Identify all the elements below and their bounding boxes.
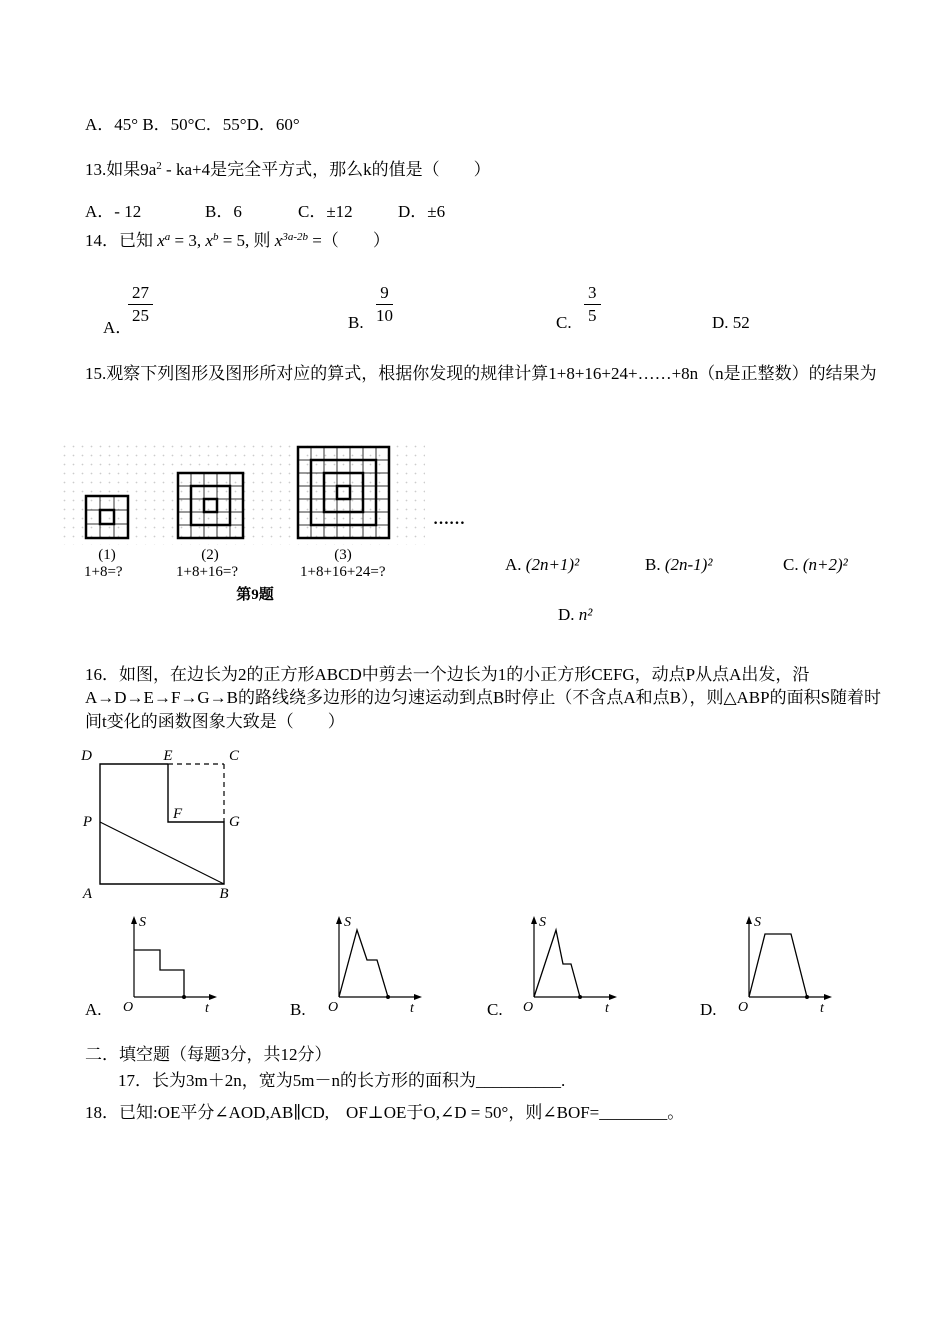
t-axis-label: t (605, 1001, 609, 1016)
figure-caption: 第9题 (236, 587, 274, 603)
q13-option-d: D．±6 (398, 202, 446, 221)
s-axis-arrow (531, 916, 537, 924)
q14-eq1: = 3, (170, 231, 206, 250)
s-axis-arrow (336, 916, 342, 924)
q14-stem (85, 229, 390, 254)
t-axis-label: t (820, 1001, 824, 1016)
s-axis-label: S (754, 915, 761, 930)
q14-exp-3a2b: 3a-2b (282, 231, 308, 243)
endpoint-dot (182, 995, 186, 999)
vertex-label-D: D (81, 748, 92, 764)
t-axis-label: t (205, 1001, 209, 1016)
q16-option-b-label: B. (290, 1000, 306, 1019)
graph-c-curve (534, 930, 580, 997)
polygon-solid-edges (100, 764, 224, 884)
fraction-numerator: 27 (128, 283, 153, 305)
s-axis-arrow (131, 916, 137, 924)
q15-option-a-formula: (2n+1)² (525, 555, 580, 574)
q16-graph-a (120, 912, 220, 1016)
graph-b-curve (339, 930, 388, 997)
q15-option-b-label: B. (645, 555, 661, 574)
endpoint-dot (805, 995, 809, 999)
q14-mid: 则 (253, 231, 275, 250)
q15-option-a-label: A. (505, 555, 522, 574)
q14-exp-a: a (164, 231, 171, 243)
t-axis-arrow (209, 994, 217, 1000)
q16-graph-d (735, 912, 835, 1016)
fraction-numerator: 9 (376, 283, 393, 305)
q12-options-line: A．45° B．50°C．55°D．60° (85, 115, 300, 134)
figure-label-1: (1) (98, 547, 116, 563)
q13-exponent: 2 (156, 160, 162, 172)
vertex-label-A: A (82, 886, 92, 902)
endpoint-dot (386, 995, 390, 999)
vertex-label-B: B (219, 886, 229, 902)
t-axis-arrow (414, 994, 422, 1000)
q14-option-d: D. 52 (712, 313, 750, 332)
q15-option-c-formula: (n+2)² (802, 555, 848, 574)
figure-label-2: (2) (201, 547, 219, 563)
t-axis-arrow (824, 994, 832, 1000)
q15-option-c (783, 555, 848, 575)
q16-stem: 16．如图，在边长为2的正方形ABCD中剪去一个边长为1的小正方形CEFG，动点P从点A出发，沿A→D→E→F→G→B的路线绕多边形的边匀速运动到点B时停止（不含点A和点B），则△ABP的面积S随着时间t变化的函数图象大致是（ ） (85, 665, 882, 731)
q14-option-b-fraction (376, 283, 393, 325)
q16-option-d-label: D. (700, 1000, 717, 1019)
q14-var-x2: x (205, 231, 213, 250)
q14-prefix: 14．已知 (85, 231, 158, 250)
q14-option-c-label: C. (556, 313, 572, 332)
q14-var-x1: x (157, 231, 165, 250)
figure-sum-1: 1+8=? (84, 564, 123, 580)
origin-label: O (123, 1000, 134, 1015)
q15-option-d-formula: n² (578, 605, 593, 624)
vertex-label-E: E (163, 748, 173, 764)
q13-option-b: B．6 (205, 202, 242, 221)
fraction-numerator: 3 (584, 283, 601, 305)
q14-option-a-label: A． (103, 318, 133, 337)
q15-option-d-label: D. (558, 605, 575, 624)
q15-stem: 15.观察下列图形及图形所对应的算式，根据你发现的规律计算1+8+16+24+……+8n（n是正整数）的结果为 (85, 364, 877, 383)
ellipsis-dots: …… (433, 511, 465, 528)
endpoint-dot (578, 995, 582, 999)
q16-square-figure (78, 746, 263, 904)
graph-a-curve (134, 950, 184, 997)
q15-option-b-formula: (2n-1)² (664, 555, 713, 574)
graph-d-curve (749, 934, 807, 997)
q17-stem: 17．长为3m＋2n，宽为5m－n的长方形的面积为__________. (118, 1071, 566, 1090)
q14-option-c-fraction (584, 283, 601, 325)
q13-option-a: A．- 12 (85, 202, 142, 221)
vertex-label-C: C (229, 748, 240, 764)
q16-option-c-label: C. (487, 1000, 503, 1019)
t-axis-arrow (609, 994, 617, 1000)
q16-graph-c (520, 912, 620, 1016)
s-axis-label: S (539, 915, 546, 930)
q13-stem (85, 158, 491, 183)
axes (134, 920, 214, 997)
q16-graph-b (325, 912, 425, 1016)
q15-option-b (645, 555, 712, 575)
vertex-label-F: F (173, 806, 183, 822)
origin-label: O (738, 1000, 749, 1015)
q15-option-d (558, 605, 592, 625)
fraction-denominator: 5 (588, 305, 597, 325)
s-axis-arrow (746, 916, 752, 924)
section2-heading: 二．填空题（每题3分，共12分） (85, 1045, 332, 1064)
figure-sum-2: 1+8+16=? (176, 564, 239, 580)
origin-label: O (328, 1000, 339, 1015)
q16-option-a-label: A. (85, 1000, 102, 1019)
q15-option-c-label: C. (783, 555, 799, 574)
vertex-label-P: P (82, 814, 92, 830)
q14-option-b-label: B. (348, 313, 364, 332)
segment-PB (100, 822, 224, 884)
fraction-denominator: 25 (132, 305, 149, 325)
figure-label-3: (3) (334, 547, 352, 563)
q14-var-x3: x (274, 231, 283, 250)
q13-stem-part2: - ka+4是完全平方式，那么k的值是（ ） (161, 160, 491, 179)
q13-stem-part1: 13.如果9a (85, 160, 157, 179)
vertex-label-G: G (229, 814, 240, 830)
axes (339, 920, 419, 997)
s-axis-label: S (344, 915, 351, 930)
q15-option-a (505, 555, 579, 575)
q14-exp-b: b (212, 231, 219, 243)
q13-option-c: C．±12 (298, 202, 353, 221)
axes (749, 920, 829, 997)
fraction-denominator: 10 (376, 305, 393, 325)
figure-sum-3: 1+8+16+24=? (300, 564, 386, 580)
q15-nested-squares-figure (63, 445, 493, 605)
s-axis-label: S (139, 915, 146, 930)
q14-tail: =（ ） (308, 231, 390, 250)
q14-option-a-fraction (128, 283, 153, 325)
origin-label: O (523, 1000, 534, 1015)
t-axis-label: t (410, 1001, 414, 1016)
q18-stem: 18．已知:OE平分∠AOD,AB∥CD, OF⊥OE于O,∠D = 50°，则∠BOF=________。 (85, 1103, 685, 1122)
q14-eq2: = 5, (218, 231, 254, 250)
